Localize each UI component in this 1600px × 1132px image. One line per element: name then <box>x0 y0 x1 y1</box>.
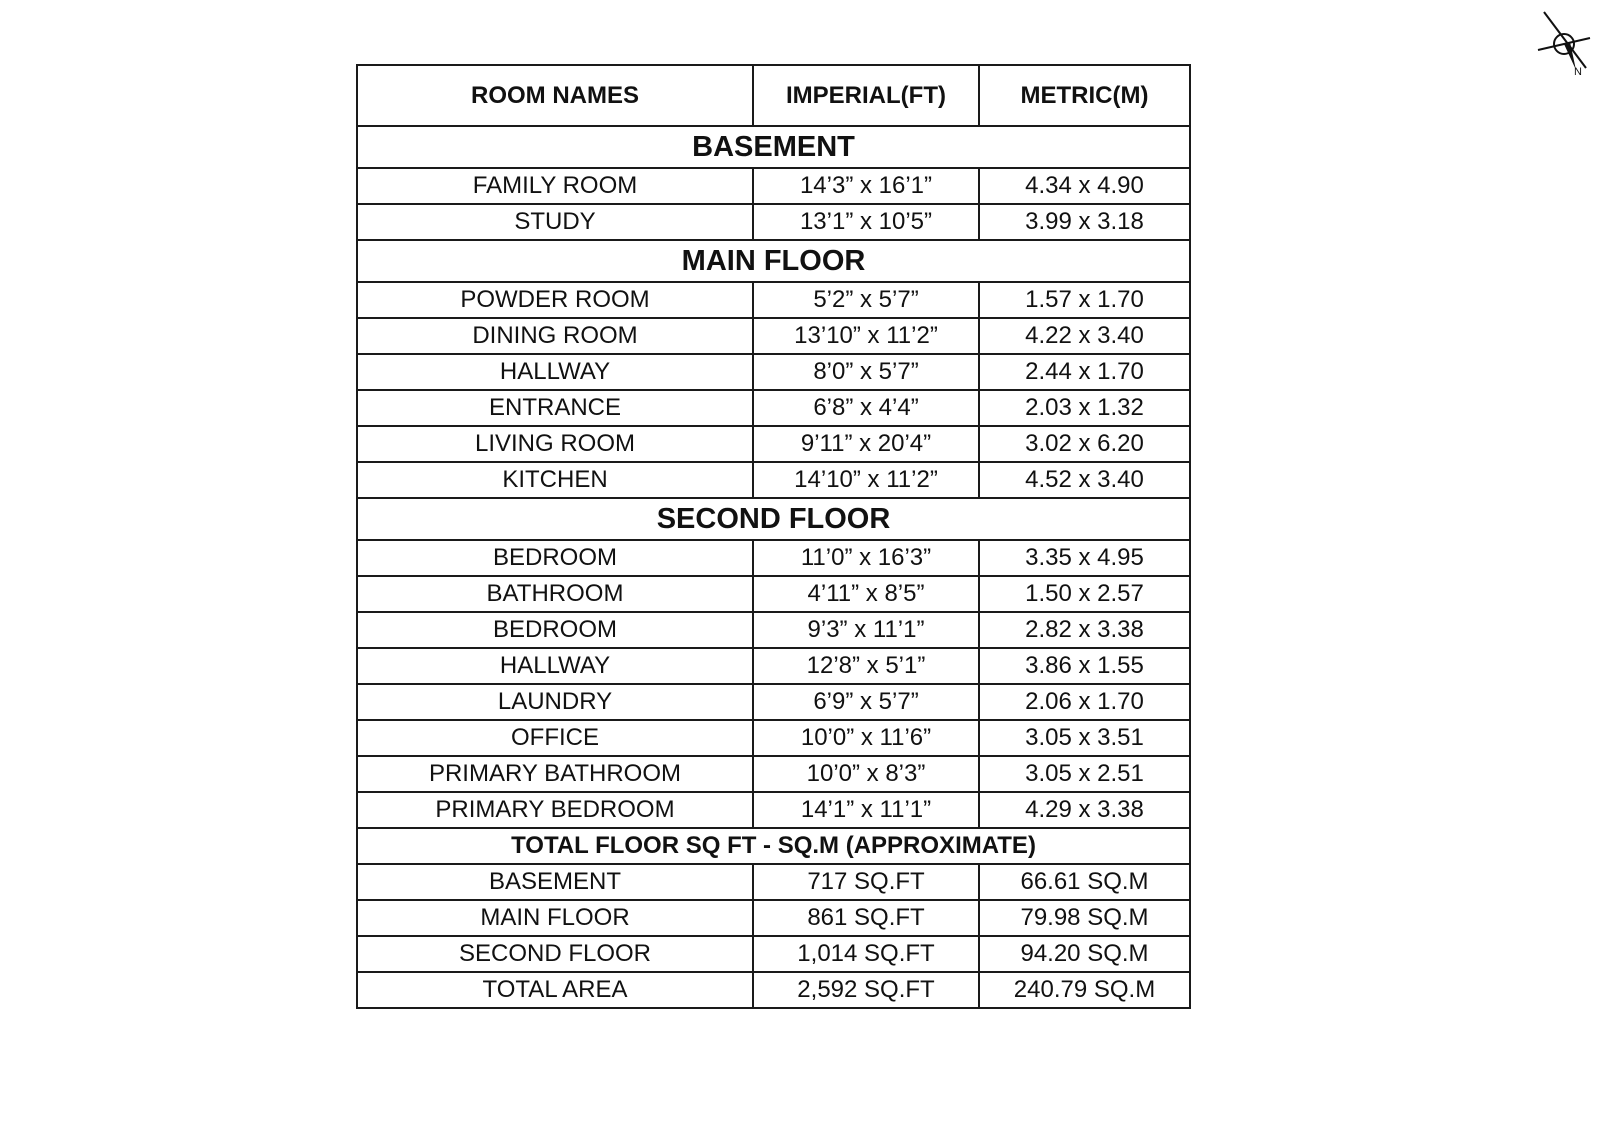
metric-dimension-cell: 1.57 x 1.70 <box>979 282 1190 318</box>
room-name-cell: POWDER ROOM <box>357 282 753 318</box>
room-name-cell: PRIMARY BATHROOM <box>357 756 753 792</box>
metric-dimension-cell: 2.44 x 1.70 <box>979 354 1190 390</box>
area-sqft-cell: 1,014 SQ.FT <box>753 936 979 972</box>
room-name-cell: PRIMARY BEDROOM <box>357 792 753 828</box>
metric-dimension-cell: 3.35 x 4.95 <box>979 540 1190 576</box>
totals-heading-row <box>357 828 1190 864</box>
table-row <box>357 756 1190 792</box>
header-imperial: IMPERIAL(FT) <box>753 65 979 126</box>
imperial-dimension-cell: 4’11” x 8’5” <box>753 576 979 612</box>
table-row <box>357 684 1190 720</box>
area-sqm-cell: 79.98 SQ.M <box>979 900 1190 936</box>
table-row <box>357 462 1190 498</box>
section-heading: BASEMENT <box>357 126 1190 168</box>
room-name-cell: KITCHEN <box>357 462 753 498</box>
imperial-dimension-cell: 14’10” x 11’2” <box>753 462 979 498</box>
area-sqft-cell: 2,592 SQ.FT <box>753 972 979 1008</box>
table-body <box>357 126 1190 1008</box>
area-sqft-cell: 717 SQ.FT <box>753 864 979 900</box>
compass-north-label: N <box>1574 66 1582 78</box>
table-row <box>357 612 1190 648</box>
table-row <box>357 648 1190 684</box>
section-heading-row <box>357 498 1190 540</box>
north-compass-icon <box>1534 8 1594 80</box>
metric-dimension-cell: 2.03 x 1.32 <box>979 390 1190 426</box>
imperial-dimension-cell: 6’8” x 4’4” <box>753 390 979 426</box>
area-sqm-cell: 66.61 SQ.M <box>979 864 1190 900</box>
totals-heading: TOTAL FLOOR SQ FT - SQ.M (APPROXIMATE) <box>357 828 1190 864</box>
metric-dimension-cell: 3.86 x 1.55 <box>979 648 1190 684</box>
metric-dimension-cell: 3.02 x 6.20 <box>979 426 1190 462</box>
metric-dimension-cell: 2.82 x 3.38 <box>979 612 1190 648</box>
room-name-cell: OFFICE <box>357 720 753 756</box>
metric-dimension-cell: 4.29 x 3.38 <box>979 792 1190 828</box>
floor-name-cell: SECOND FLOOR <box>357 936 753 972</box>
metric-dimension-cell: 2.06 x 1.70 <box>979 684 1190 720</box>
section-heading: MAIN FLOOR <box>357 240 1190 282</box>
area-sqft-cell: 861 SQ.FT <box>753 900 979 936</box>
section-heading-row <box>357 126 1190 168</box>
imperial-dimension-cell: 8’0” x 5’7” <box>753 354 979 390</box>
room-name-cell: BATHROOM <box>357 576 753 612</box>
table-row <box>357 204 1190 240</box>
table-row <box>357 354 1190 390</box>
table-row <box>357 576 1190 612</box>
room-name-cell: BEDROOM <box>357 612 753 648</box>
imperial-dimension-cell: 10’0” x 11’6” <box>753 720 979 756</box>
section-heading-row <box>357 240 1190 282</box>
room-name-cell: HALLWAY <box>357 354 753 390</box>
total-row <box>357 936 1190 972</box>
table-row <box>357 318 1190 354</box>
floor-name-cell: BASEMENT <box>357 864 753 900</box>
table-row <box>357 792 1190 828</box>
area-sqm-cell: 240.79 SQ.M <box>979 972 1190 1008</box>
total-row <box>357 864 1190 900</box>
room-name-cell: HALLWAY <box>357 648 753 684</box>
imperial-dimension-cell: 10’0” x 8’3” <box>753 756 979 792</box>
imperial-dimension-cell: 14’1” x 11’1” <box>753 792 979 828</box>
imperial-dimension-cell: 13’10” x 11’2” <box>753 318 979 354</box>
room-name-cell: STUDY <box>357 204 753 240</box>
imperial-dimension-cell: 12’8” x 5’1” <box>753 648 979 684</box>
metric-dimension-cell: 1.50 x 2.57 <box>979 576 1190 612</box>
table-header-row <box>357 65 1190 126</box>
metric-dimension-cell: 4.52 x 3.40 <box>979 462 1190 498</box>
area-sqm-cell: 94.20 SQ.M <box>979 936 1190 972</box>
metric-dimension-cell: 3.99 x 3.18 <box>979 204 1190 240</box>
table-row <box>357 426 1190 462</box>
imperial-dimension-cell: 9’3” x 11’1” <box>753 612 979 648</box>
header-room-names: ROOM NAMES <box>357 65 753 126</box>
table-row <box>357 540 1190 576</box>
room-name-cell: DINING ROOM <box>357 318 753 354</box>
floor-name-cell: MAIN FLOOR <box>357 900 753 936</box>
metric-dimension-cell: 3.05 x 3.51 <box>979 720 1190 756</box>
table-row <box>357 168 1190 204</box>
room-name-cell: FAMILY ROOM <box>357 168 753 204</box>
metric-dimension-cell: 4.34 x 4.90 <box>979 168 1190 204</box>
table-row <box>357 390 1190 426</box>
imperial-dimension-cell: 13’1” x 10’5” <box>753 204 979 240</box>
imperial-dimension-cell: 6’9” x 5’7” <box>753 684 979 720</box>
imperial-dimension-cell: 14’3” x 16’1” <box>753 168 979 204</box>
imperial-dimension-cell: 11’0” x 16’3” <box>753 540 979 576</box>
total-row <box>357 972 1190 1008</box>
section-heading: SECOND FLOOR <box>357 498 1190 540</box>
floor-name-cell: TOTAL AREA <box>357 972 753 1008</box>
imperial-dimension-cell: 5’2” x 5’7” <box>753 282 979 318</box>
imperial-dimension-cell: 9’11” x 20’4” <box>753 426 979 462</box>
room-name-cell: ENTRANCE <box>357 390 753 426</box>
table-row <box>357 720 1190 756</box>
room-name-cell: LIVING ROOM <box>357 426 753 462</box>
table-row <box>357 282 1190 318</box>
room-name-cell: BEDROOM <box>357 540 753 576</box>
room-dimensions-table <box>356 64 1191 1009</box>
room-name-cell: LAUNDRY <box>357 684 753 720</box>
metric-dimension-cell: 4.22 x 3.40 <box>979 318 1190 354</box>
header-metric: METRIC(M) <box>979 65 1190 126</box>
total-row <box>357 900 1190 936</box>
metric-dimension-cell: 3.05 x 2.51 <box>979 756 1190 792</box>
